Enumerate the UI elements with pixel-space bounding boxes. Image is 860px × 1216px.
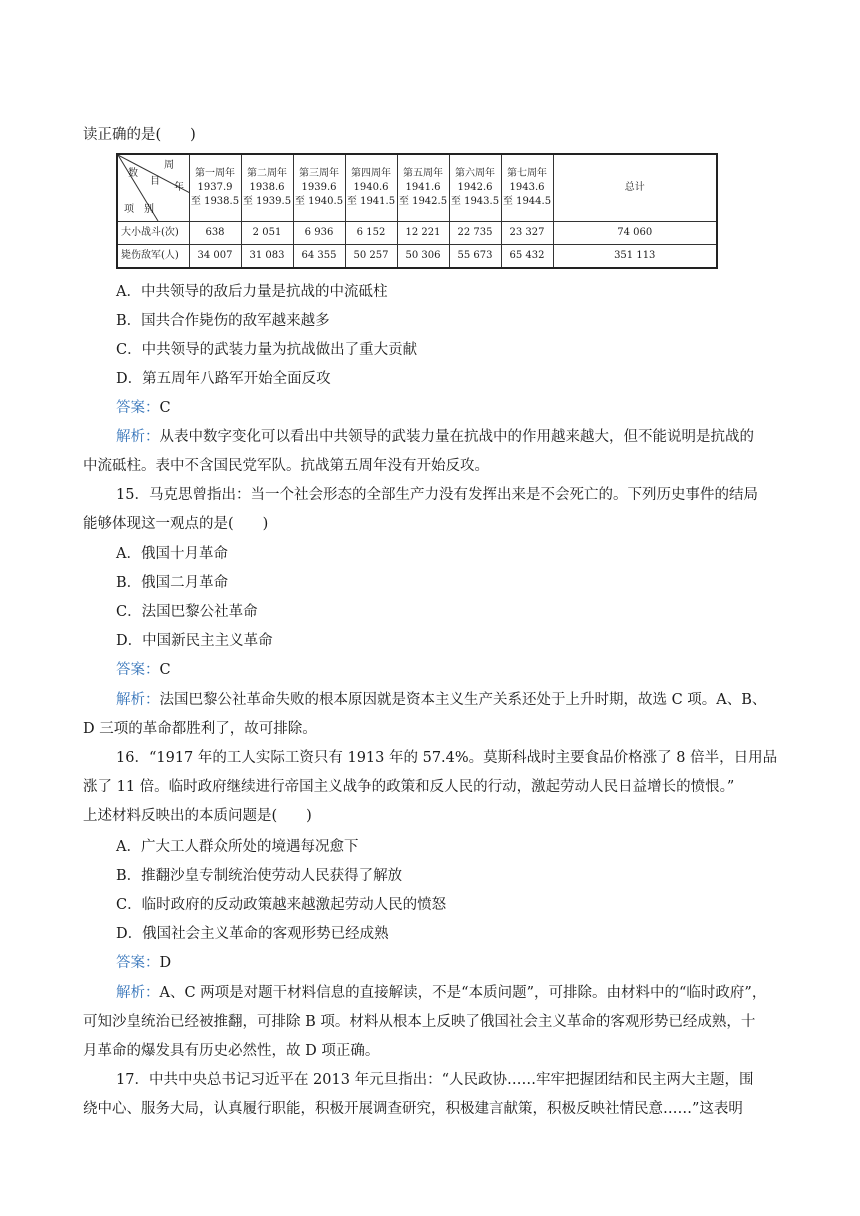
line-text: 中流砥柱。表中不含国民党军队。抗战第五周年没有开始反攻。 xyxy=(83,458,489,474)
line-text: D．俄国社会主义革命的客观形势已经成熟 xyxy=(116,926,389,942)
column-header: 第二周年 1938.6 至 1939.5 xyxy=(241,154,293,222)
table-row xyxy=(117,222,717,245)
corner-label-mid: 目 xyxy=(150,176,160,187)
text-line xyxy=(116,866,402,886)
answer-line xyxy=(116,953,171,973)
column-header: 第一周年 1937.9 至 1938.5 xyxy=(189,154,241,222)
text-line xyxy=(116,895,446,915)
explanation-label: 解析： xyxy=(116,692,160,708)
text-line xyxy=(116,369,331,389)
line-text: 从表中数字变化可以看出中共领导的武装力量在抗战中的作用越来越大，但不能说明是抗战的 xyxy=(159,429,754,445)
explanation-label: 解析： xyxy=(116,429,160,445)
row-label: 大小战斗(次) xyxy=(117,222,189,245)
line-text: D．第五周年八路军开始全面反攻 xyxy=(116,371,331,387)
text-line xyxy=(83,1099,743,1119)
corner-label-bottom: 项 别 xyxy=(124,204,154,215)
text-line xyxy=(116,924,389,944)
table-cell: 65 432 xyxy=(501,245,553,269)
text-line xyxy=(116,311,330,331)
text-line xyxy=(116,690,766,710)
table-cell: 50 257 xyxy=(345,245,397,269)
answer-value: D xyxy=(159,955,172,971)
line-text: C．中共领导的武装力量为抗战做出了重大贡献 xyxy=(116,342,418,358)
text-line xyxy=(83,514,268,534)
line-text: A．广大工人群众所处的境遇每况愈下 xyxy=(116,839,359,855)
answer-label: 答案： xyxy=(116,955,160,971)
line-text: D 三项的革命都胜利了，故可排除。 xyxy=(83,721,317,737)
line-text: A、C 两项是对题干材料信息的直接解读，不是“本质问题”，可排除。由材料中的“临时政府”， xyxy=(159,985,767,1001)
table-corner-cell xyxy=(117,154,189,222)
line-text: 绕中心、服务大局，认真履行职能，积极开展调查研究，积极建言献策，积极反映社情民意……”这表明 xyxy=(83,1101,743,1117)
table-cell: 50 306 xyxy=(397,245,449,269)
text-line xyxy=(116,837,358,857)
table-cell: 6 152 xyxy=(345,222,397,245)
text-line xyxy=(83,806,312,826)
table-cell-total: 74 060 xyxy=(553,222,717,245)
corner-label-top-a: 周 xyxy=(164,160,174,171)
text-line xyxy=(116,485,758,505)
explanation-label: 解析： xyxy=(116,985,160,1001)
table-cell: 23 327 xyxy=(501,222,553,245)
text-line xyxy=(116,748,777,768)
table-cell-total: 351 113 xyxy=(553,245,717,269)
line-text: 月革命的爆发具有历史必然性，故 D 项正确。 xyxy=(83,1043,380,1059)
answer-label: 答案： xyxy=(116,662,160,678)
corner-label-top-b: 年 xyxy=(174,182,184,193)
table-cell: 12 221 xyxy=(397,222,449,245)
line-text: 可知沙皇统治已经被推翻，可排除 B 项。材料从根本上反映了俄国社会主义革命的客观形势已经成熟，十 xyxy=(83,1014,756,1030)
row-label: 毙伤敌军(人) xyxy=(117,245,189,269)
column-header: 第七周年 1943.6 至 1944.5 xyxy=(501,154,553,222)
text-line xyxy=(83,1041,379,1061)
table-cell: 22 735 xyxy=(449,222,501,245)
line-text: 上述材料反映出的本质问题是( ) xyxy=(83,808,312,824)
answer-line xyxy=(116,660,171,680)
line-text: 法国巴黎公社革命失败的根本原因就是资本主义生产关系还处于上升时期，故选 C 项。A、B、 xyxy=(159,692,767,708)
table-cell: 2 051 xyxy=(241,222,293,245)
line-text: 读正确的是( ) xyxy=(83,127,196,143)
text-line xyxy=(116,1070,753,1090)
line-text: 能够体现这一观点的是( ) xyxy=(83,516,269,532)
text-line xyxy=(83,719,317,739)
table-cell: 31 083 xyxy=(241,245,293,269)
text-line xyxy=(83,777,734,797)
text-line xyxy=(116,340,417,360)
text-line xyxy=(116,427,754,447)
line-text: 17．中共中央总书记习近平在 2013 年元旦指出：“人民政协……牢牢把握团结和民主两大主题，围 xyxy=(116,1072,754,1088)
table-cell: 34 007 xyxy=(189,245,241,269)
answer-value: C xyxy=(159,662,171,678)
column-header: 第六周年 1942.6 至 1943.5 xyxy=(449,154,501,222)
text-line xyxy=(83,1012,755,1032)
column-header: 第三周年 1939.6 至 1940.5 xyxy=(293,154,345,222)
text-line xyxy=(116,631,273,651)
answer-label: 答案： xyxy=(116,400,160,416)
line-text: B．俄国二月革命 xyxy=(116,575,229,591)
line-text: A．中共领导的敌后力量是抗战的中流砥柱 xyxy=(116,284,388,300)
line-text: C．临时政府的反动政策越来越激起劳动人民的愤怒 xyxy=(116,897,447,913)
column-header-total: 总计 xyxy=(553,154,717,222)
text-line xyxy=(116,573,228,593)
answer-line xyxy=(116,398,171,418)
table-row xyxy=(117,245,717,269)
table-cell: 6 936 xyxy=(293,222,345,245)
table-cell: 55 673 xyxy=(449,245,501,269)
text-line xyxy=(116,602,258,622)
answer-value: C xyxy=(159,400,171,416)
line-text: 15．马克思曾指出：当一个社会形态的全部生产力没有发挥出来是不会死亡的。下列历史事件的结局 xyxy=(116,487,758,503)
data-table xyxy=(116,153,718,269)
text-line xyxy=(116,544,228,564)
column-header: 第四周年 1940.6 至 1941.5 xyxy=(345,154,397,222)
line-text: 16．“1917 年的工人实际工资只有 1913 年的 57.4%。莫斯科战时主要食品价格涨了 8 倍半，日用品 xyxy=(116,750,778,766)
line-text: B．国共合作毙伤的敌军越来越多 xyxy=(116,313,330,329)
text-line xyxy=(83,456,489,476)
text-line xyxy=(116,983,766,1003)
line-text: 涨了 11 倍。临时政府继续进行帝国主义战争的政策和反人民的行动，激起劳动人民日益增长的愤恨。” xyxy=(83,779,735,795)
text-line xyxy=(83,125,196,145)
text-line xyxy=(116,282,387,302)
table-header-row xyxy=(117,154,717,222)
table-cell: 638 xyxy=(189,222,241,245)
line-text: A．俄国十月革命 xyxy=(116,546,228,562)
line-text: C．法国巴黎公社革命 xyxy=(116,604,258,620)
line-text: B．推翻沙皇专制统治使劳动人民获得了解放 xyxy=(116,868,403,884)
table-cell: 64 355 xyxy=(293,245,345,269)
column-header: 第五周年 1941.6 至 1942.5 xyxy=(397,154,449,222)
line-text: D．中国新民主主义革命 xyxy=(116,633,273,649)
corner-label-left: 数 xyxy=(128,168,138,179)
